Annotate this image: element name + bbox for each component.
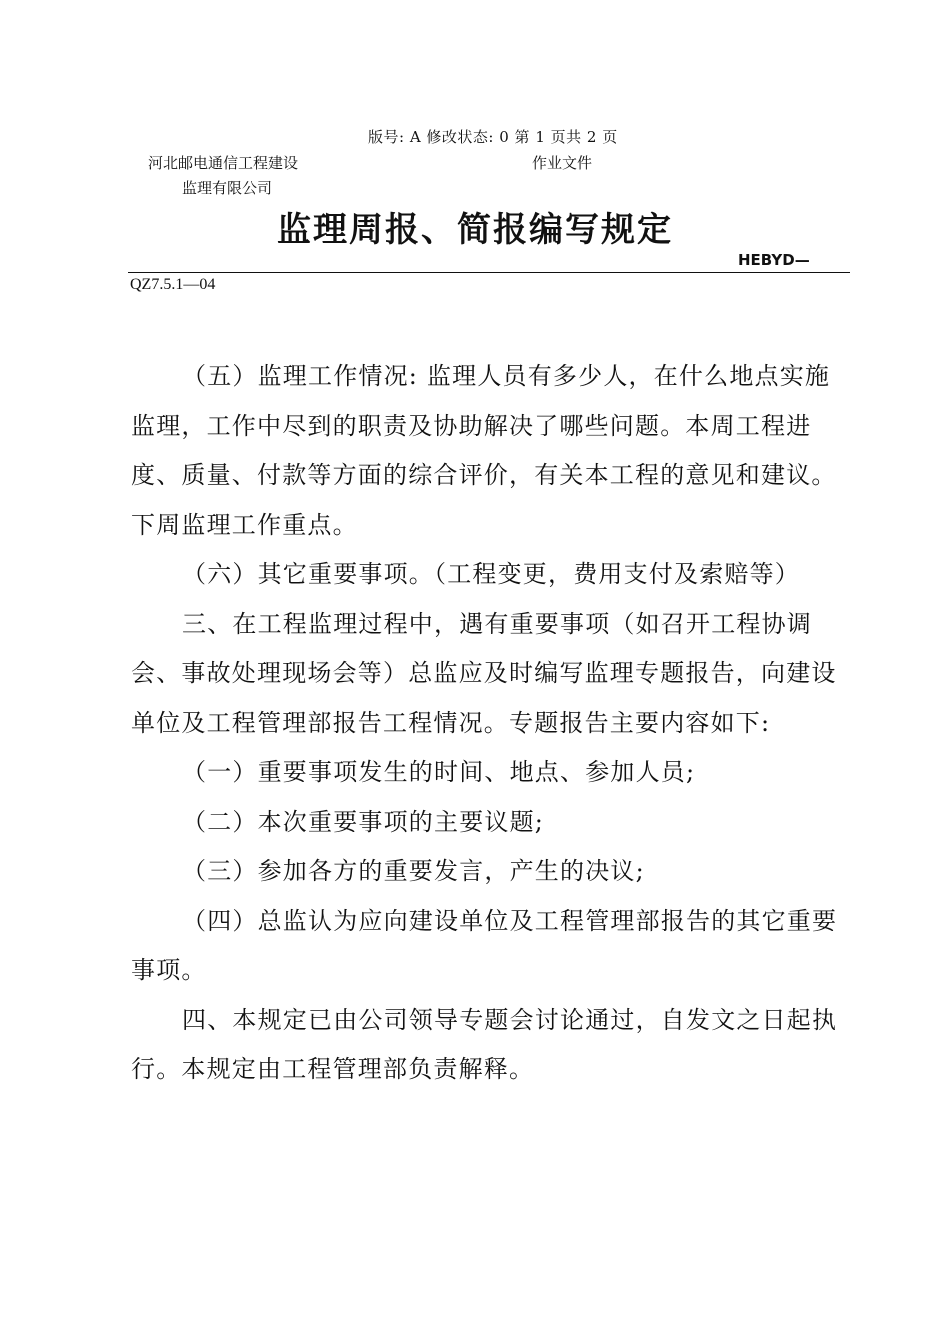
paragraph-special-report: 三、在工程监理过程中，遇有重要事项（如召开工程协调会、事故处理现场会等）总监应及时编写监理专题报告，向建设单位及工程管理部报告工程情况。专题报告主要内容如下: bbox=[131, 609, 837, 737]
header-divider bbox=[128, 272, 850, 273]
company-name-line1: 河北邮电通信工程建设 bbox=[148, 154, 299, 172]
document-type: 作业文件 bbox=[532, 154, 593, 172]
document-title: 监理周报、简报编写规定 bbox=[277, 210, 673, 250]
document-code-prefix: HEBYD— bbox=[738, 251, 810, 269]
list-item-time-place: （一）重要事项发生的时间、地点、参加人员; bbox=[182, 758, 696, 786]
list-item-other-matters: （四）总监认为应向建设单位及工程管理部报告的其它重要事项。 bbox=[131, 906, 838, 984]
paragraph-supervision-work: （五）监理工作情况: 监理人员有多少人，在什么地点实施监理，工作中尽到的职责及协助解决了哪些问题。本周工程进度、质量、付款等方面的综合评价，有关本工程的意见和建议。下周监理工作重点。 bbox=[131, 362, 837, 539]
company-name-line2: 监理有限公司 bbox=[182, 179, 273, 197]
paragraph-other-matters: （六）其它重要事项。（工程变更，费用支付及索赔等） bbox=[182, 560, 800, 588]
paragraph-effective-date: 四、本规定已由公司领导专题会讨论通过，自发文之日起执行。本规定由工程管理部负责解释。 bbox=[131, 1005, 838, 1083]
list-item-resolutions: （三）参加各方的重要发言，产生的决议; bbox=[182, 857, 645, 885]
document-body bbox=[131, 352, 851, 1095]
list-item-topics: （二）本次重要事项的主要议题; bbox=[182, 807, 545, 836]
version-status-line: 版号: A 修改状态: 0 第 1 页共 2 页 bbox=[368, 128, 618, 146]
document-code-suffix: QZ7.5.1—04 bbox=[130, 276, 216, 293]
